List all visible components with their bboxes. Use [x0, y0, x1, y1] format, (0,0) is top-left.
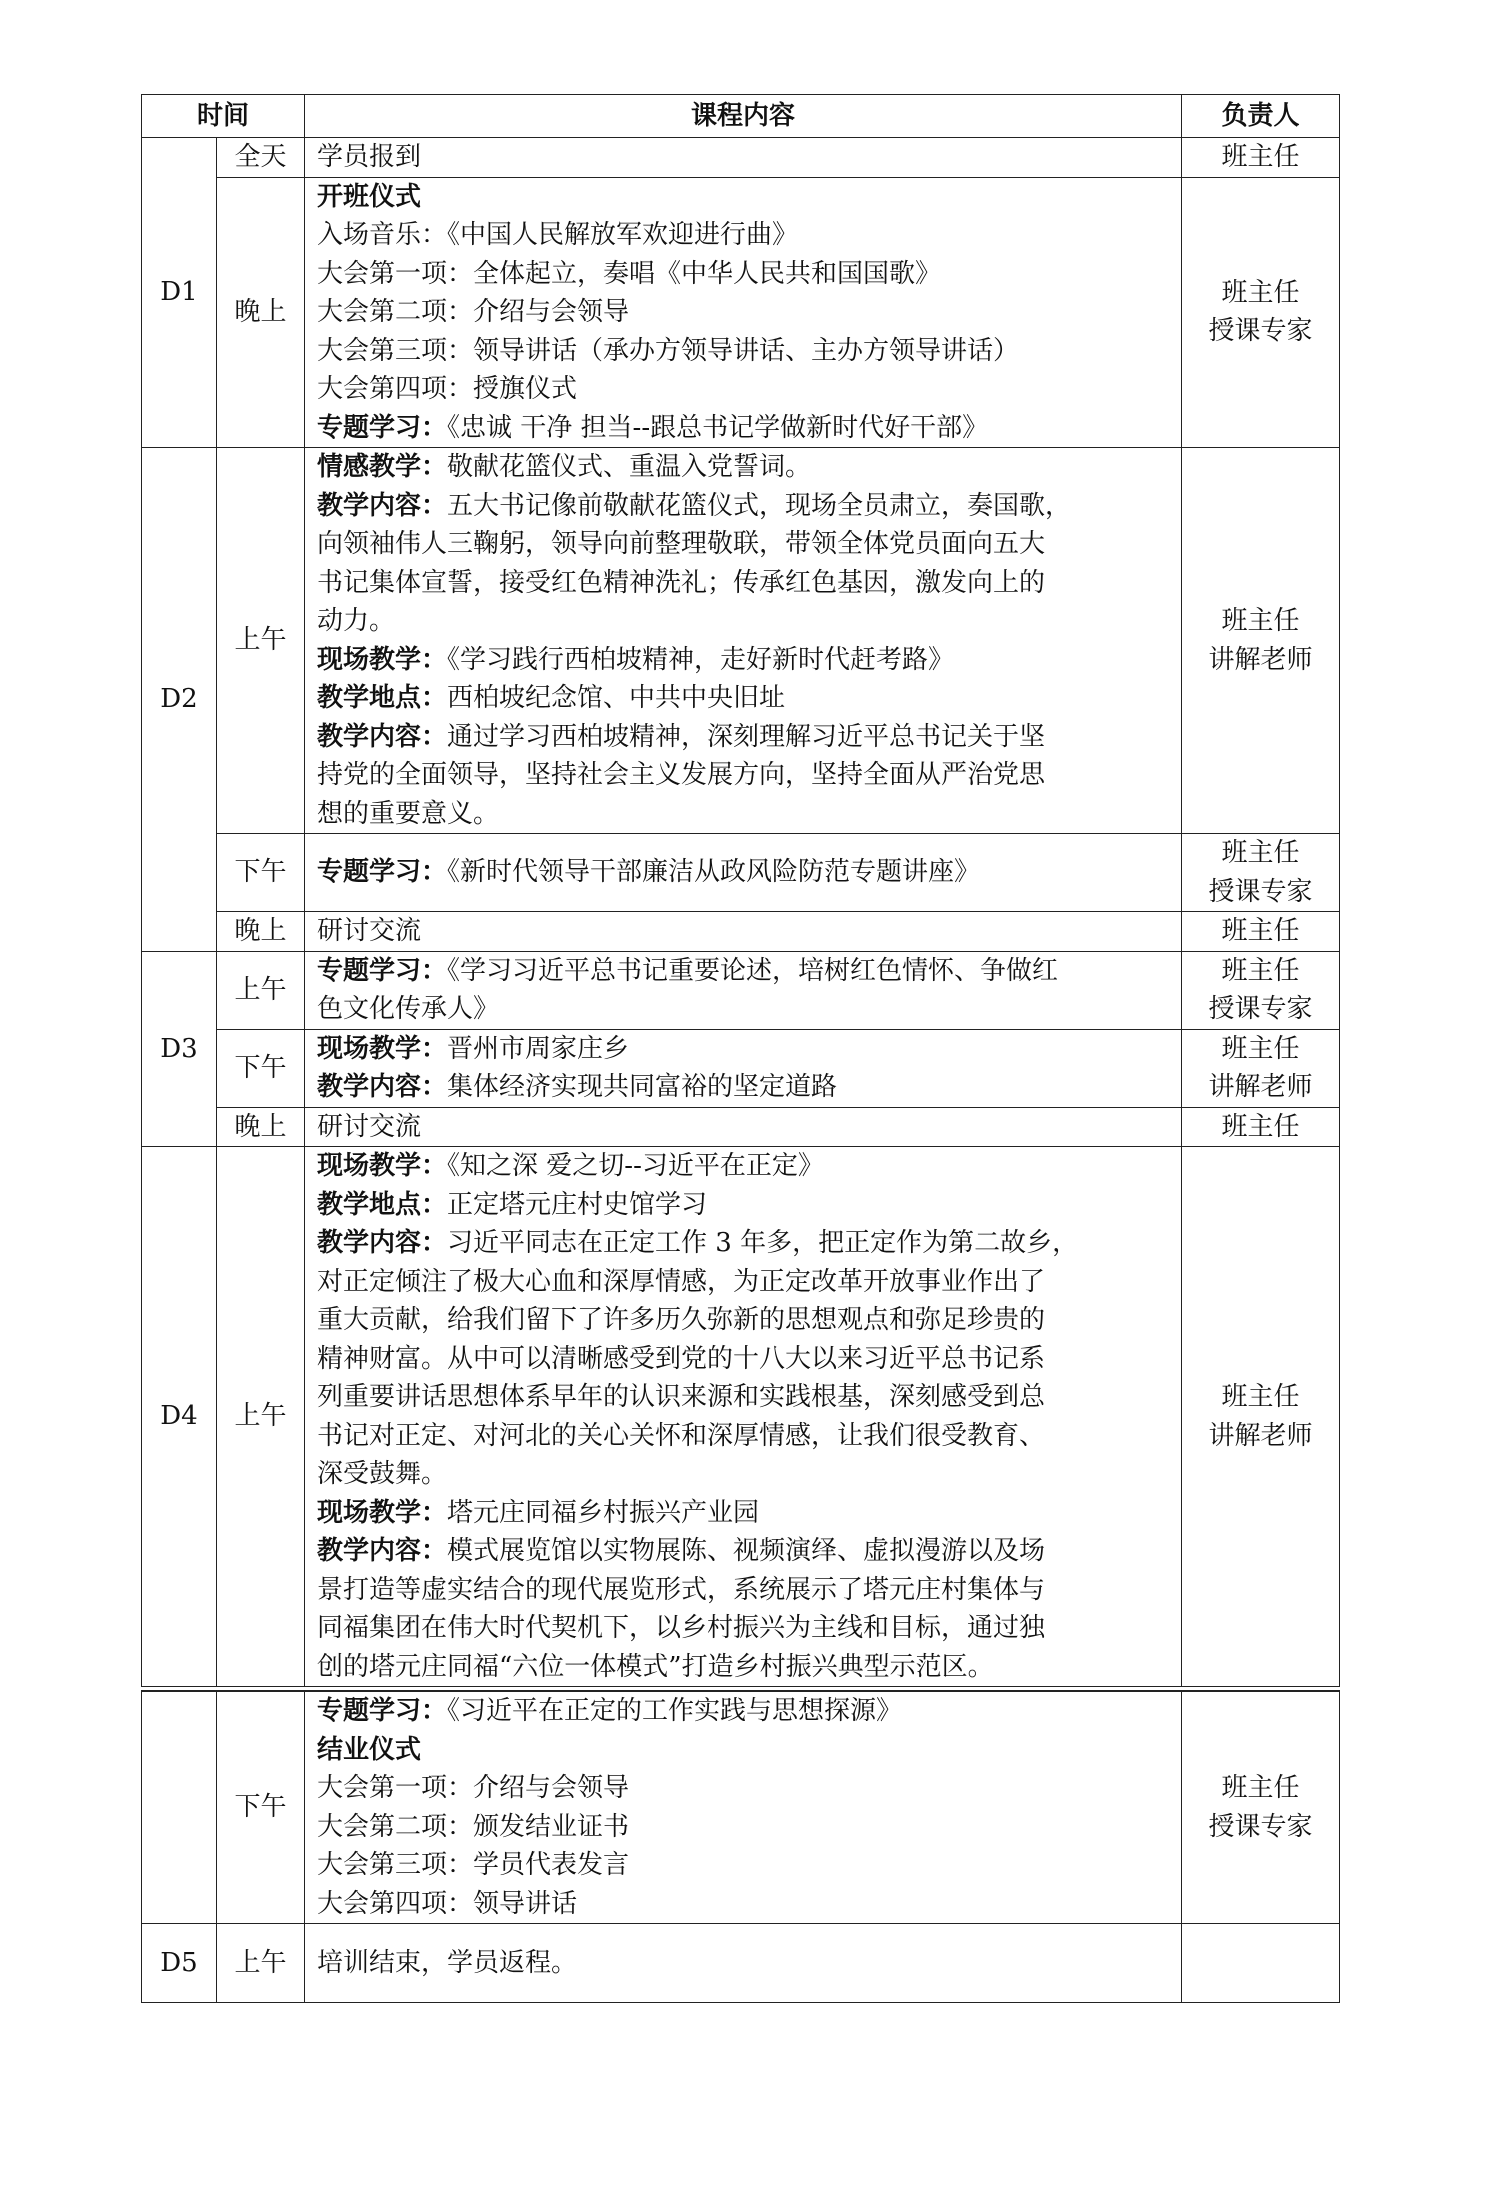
content-line — [317, 1532, 1171, 1571]
content-line — [317, 1263, 1171, 1302]
content-text: 大会第二项：介绍与会领导 — [317, 297, 630, 327]
course-content-cell — [305, 1107, 1182, 1147]
content-line — [317, 1108, 1171, 1147]
responsible-person: 班主任 — [1221, 1033, 1300, 1064]
responsible-person: 授课专家 — [1208, 994, 1313, 1024]
content-text: 精神财富。从中可以清晰感受到党的十八大以来习近平总书记系 — [317, 1343, 1046, 1374]
content-label: 教学内容： — [317, 1536, 448, 1566]
content-text: 晋州市周家庄乡 — [447, 1033, 630, 1064]
table-row — [142, 912, 1340, 952]
course-content-cell — [305, 1924, 1182, 2003]
content-line — [317, 1068, 1171, 1107]
responsible-person: 授课专家 — [1208, 1811, 1313, 1842]
content-label: 结业仪式 — [317, 1734, 422, 1765]
content-line — [317, 1030, 1171, 1069]
course-content-cell — [305, 912, 1182, 952]
responsible-cell — [1182, 177, 1340, 448]
content-label: 现场教学： — [317, 1497, 448, 1528]
responsible-person: 班主任 — [1221, 1111, 1300, 1142]
content-text: 深受鼓舞。 — [317, 1459, 448, 1489]
responsible-person: 讲解老师 — [1208, 1420, 1313, 1451]
content-text: 创的塔元庄同福“六位一体模式”打造乡村振兴典型示范区。 — [317, 1651, 994, 1682]
header-responsible: 负责人 — [1182, 95, 1340, 138]
time-slot-cell: 晚上 — [217, 177, 305, 448]
day-cell-continued — [142, 1691, 217, 1924]
course-content-cell — [305, 138, 1182, 178]
content-text: 向领袖伟人三鞠躬，领导向前整理敬联，带领全体党员面向五大 — [317, 529, 1046, 559]
responsible-person: 讲解老师 — [1208, 1072, 1313, 1102]
content-text: 《忠诚 干净 担当--跟总书记学做新时代好干部》 — [447, 412, 989, 443]
content-text: 大会第四项：授旗仪式 — [317, 374, 578, 404]
content-label: 教学地点： — [317, 683, 448, 713]
table-row — [142, 1147, 1340, 1687]
responsible-person: 班主任 — [1221, 838, 1300, 868]
responsible-person: 班主任 — [1221, 1773, 1300, 1803]
responsible-person: 班主任 — [1221, 142, 1300, 172]
content-text: 大会第三项：学员代表发言 — [317, 1850, 630, 1880]
content-text: 书记集体宣誓，接受红色精神洗礼；传承红色基因，激发向上的 — [317, 567, 1046, 598]
content-line — [317, 409, 1171, 448]
content-line — [317, 370, 1171, 409]
content-label: 开班仪式 — [317, 181, 422, 212]
time-slot-cell: 上午 — [217, 951, 305, 1029]
content-line — [317, 448, 1171, 487]
content-line — [317, 718, 1171, 757]
content-label: 教学内容： — [317, 1072, 448, 1102]
content-label: 教学内容： — [317, 490, 448, 521]
content-label: 现场教学： — [317, 1151, 448, 1181]
table-row — [142, 834, 1340, 912]
responsible-person: 班主任 — [1221, 955, 1300, 986]
content-line — [317, 1378, 1171, 1417]
content-line — [317, 1609, 1171, 1648]
responsible-person: 讲解老师 — [1208, 644, 1313, 675]
content-line — [317, 216, 1171, 255]
responsible-person: 授课专家 — [1208, 316, 1313, 347]
responsible-person: 班主任 — [1221, 1382, 1300, 1412]
content-text: 同福集团在伟大时代契机下，以乡村振兴为主线和目标，通过独 — [317, 1613, 1046, 1643]
content-label: 专题学习： — [317, 857, 448, 888]
content-line — [317, 1147, 1171, 1186]
table-row — [142, 1029, 1340, 1107]
content-text: 通过学习西柏坡精神，深刻理解习近平总书记关于坚 — [447, 721, 1046, 752]
time-slot-cell: 晚上 — [217, 912, 305, 952]
content-line — [317, 756, 1171, 795]
day-cell: D4 — [142, 1147, 217, 1687]
content-text: 习近平同志在正定工作 3 年多，把正定作为第二故乡， — [447, 1228, 1079, 1258]
content-text: 模式展览馆以实物展陈、视频演绎、虚拟漫游以及场 — [447, 1536, 1046, 1566]
time-slot-cell: 晚上 — [217, 1107, 305, 1147]
responsible-cell — [1182, 448, 1340, 834]
content-text: 塔元庄同福乡村振兴产业园 — [447, 1497, 760, 1528]
responsible-cell — [1182, 1924, 1340, 2003]
content-line — [317, 1455, 1171, 1494]
course-content-cell — [305, 1029, 1182, 1107]
content-line — [317, 641, 1171, 680]
day-cell: D2 — [142, 448, 217, 952]
table-row — [142, 138, 1340, 178]
content-text: 《习近平在正定的工作实践与思想探源》 — [447, 1696, 903, 1726]
content-label: 现场教学： — [317, 1033, 448, 1064]
time-slot-cell: 上午 — [217, 1147, 305, 1687]
time-slot-cell: 下午 — [217, 1691, 305, 1924]
content-text: 《学习习近平总书记重要论述，培树红色情怀、争做红 — [447, 955, 1059, 986]
time-slot-cell: 上午 — [217, 448, 305, 834]
content-line — [317, 332, 1171, 371]
content-label: 专题学习： — [317, 412, 448, 443]
content-line — [317, 1731, 1171, 1770]
content-text: 动力。 — [317, 606, 396, 636]
content-label: 专题学习： — [317, 955, 448, 986]
responsible-cell — [1182, 1029, 1340, 1107]
content-text: 西柏坡纪念馆、中共中央旧址 — [447, 683, 786, 713]
content-line — [317, 795, 1171, 834]
content-line — [317, 1186, 1171, 1225]
content-line — [317, 990, 1171, 1029]
content-text: 《学习践行西柏坡精神，走好新时代赶考路》 — [447, 644, 955, 675]
content-line — [317, 487, 1171, 526]
content-line — [317, 1417, 1171, 1456]
schedule-body — [142, 138, 1340, 1687]
responsible-person: 班主任 — [1221, 916, 1300, 946]
content-text: 培训结束，学员返程。 — [317, 1947, 578, 1978]
content-text: 大会第四项：领导讲话 — [317, 1888, 578, 1919]
content-line — [317, 138, 1171, 177]
time-slot-cell: 上午 — [217, 1924, 305, 2003]
schedule-table — [141, 94, 1340, 1687]
course-content-cell — [305, 1691, 1182, 1924]
content-label: 现场教学： — [317, 644, 448, 675]
content-line — [317, 1648, 1171, 1687]
content-label: 情感教学： — [317, 452, 448, 482]
header-content: 课程内容 — [305, 95, 1182, 138]
content-line — [317, 1692, 1171, 1731]
content-text: 研讨交流 — [317, 916, 422, 946]
course-content-cell — [305, 834, 1182, 912]
table-row — [142, 1107, 1340, 1147]
table-row — [142, 1924, 1340, 2003]
content-text: 大会第一项：介绍与会领导 — [317, 1773, 630, 1803]
content-line — [317, 178, 1171, 217]
table-row — [142, 177, 1340, 448]
responsible-person: 授课专家 — [1208, 876, 1313, 907]
content-label: 教学地点： — [317, 1189, 448, 1220]
responsible-person: 班主任 — [1221, 277, 1300, 308]
content-line — [317, 952, 1171, 991]
content-text: 研讨交流 — [317, 1111, 422, 1142]
responsible-cell — [1182, 834, 1340, 912]
responsible-person: 班主任 — [1221, 606, 1300, 636]
content-text: 五大书记像前敬献花篮仪式，现场全员肃立，奏国歌， — [447, 490, 1072, 521]
responsible-cell — [1182, 1107, 1340, 1147]
content-line — [317, 1944, 1171, 1983]
table-row — [142, 448, 1340, 834]
time-slot-cell: 下午 — [217, 1029, 305, 1107]
content-line — [317, 1224, 1171, 1263]
schedule-table-continued — [141, 1690, 1340, 2003]
content-line — [317, 1571, 1171, 1610]
content-label: 教学内容： — [317, 721, 448, 752]
course-content-cell — [305, 1147, 1182, 1687]
content-line — [317, 293, 1171, 332]
content-line — [317, 912, 1171, 951]
content-line — [317, 255, 1171, 294]
content-line — [317, 1846, 1171, 1885]
content-text: 集体经济实现共同富裕的坚定道路 — [447, 1072, 838, 1102]
content-text: 《新时代领导干部廉洁从政风险防范专题讲座》 — [447, 857, 981, 888]
content-text: 景打造等虚实结合的现代展览形式，系统展示了塔元庄村集体与 — [317, 1574, 1046, 1605]
content-line — [317, 525, 1171, 564]
time-slot-cell: 下午 — [217, 834, 305, 912]
day-cell: D3 — [142, 951, 217, 1147]
content-text: 列重要讲话思想体系早年的认识来源和实践根基，深刻感受到总 — [317, 1382, 1046, 1412]
content-text: 大会第一项：全体起立，奏唱《中华人民共和国国歌》 — [317, 258, 942, 289]
content-line — [317, 564, 1171, 603]
schedule-body-continued — [142, 1691, 1340, 2003]
responsible-cell — [1182, 1147, 1340, 1687]
course-content-cell — [305, 177, 1182, 448]
table-row — [142, 1691, 1340, 1924]
responsible-cell — [1182, 1691, 1340, 1924]
content-line — [317, 853, 1171, 892]
content-line — [317, 679, 1171, 718]
course-content-cell — [305, 951, 1182, 1029]
table-header-row — [142, 95, 1340, 138]
content-text: 大会第三项：领导讲话（承办方领导讲话、主办方领导讲话） — [317, 335, 1020, 366]
table-row — [142, 951, 1340, 1029]
content-label: 教学内容： — [317, 1228, 448, 1258]
content-text: 正定塔元庄村史馆学习 — [447, 1189, 708, 1220]
content-text: 书记对正定、对河北的关心关怀和深厚情感，让我们很受教育、 — [317, 1420, 1046, 1451]
responsible-cell — [1182, 951, 1340, 1029]
schedule-sheet — [141, 94, 1339, 2003]
content-line — [317, 1885, 1171, 1924]
content-text: 学员报到 — [317, 142, 422, 172]
responsible-cell — [1182, 912, 1340, 952]
content-line — [317, 1494, 1171, 1533]
content-text: 重大贡献，给我们留下了许多历久弥新的思想观点和弥足珍贵的 — [317, 1305, 1046, 1335]
content-text: 入场音乐：《中国人民解放军欢迎进行曲》 — [317, 220, 799, 250]
content-text: 大会第二项：颁发结业证书 — [317, 1811, 630, 1842]
content-line — [317, 1808, 1171, 1847]
responsible-cell — [1182, 138, 1340, 178]
time-slot-cell: 全天 — [217, 138, 305, 178]
content-text: 《知之深 爱之切--习近平在正定》 — [447, 1151, 824, 1181]
content-text: 持党的全面领导，坚持社会主义发展方向，坚持全面从严治党思 — [317, 760, 1046, 790]
content-label: 专题学习： — [317, 1696, 448, 1726]
content-line — [317, 602, 1171, 641]
day-cell: D5 — [142, 1924, 217, 2003]
course-content-cell — [305, 448, 1182, 834]
content-text: 敬献花篮仪式、重温入党誓词。 — [447, 452, 812, 482]
content-text: 对正定倾注了极大心血和深厚情感，为正定改革开放事业作出了 — [317, 1266, 1046, 1297]
content-text: 想的重要意义。 — [317, 798, 500, 829]
day-cell: D1 — [142, 138, 217, 448]
header-time: 时间 — [142, 95, 305, 138]
content-line — [317, 1769, 1171, 1808]
content-line — [317, 1301, 1171, 1340]
content-line — [317, 1340, 1171, 1379]
content-text: 色文化传承人》 — [317, 994, 500, 1024]
